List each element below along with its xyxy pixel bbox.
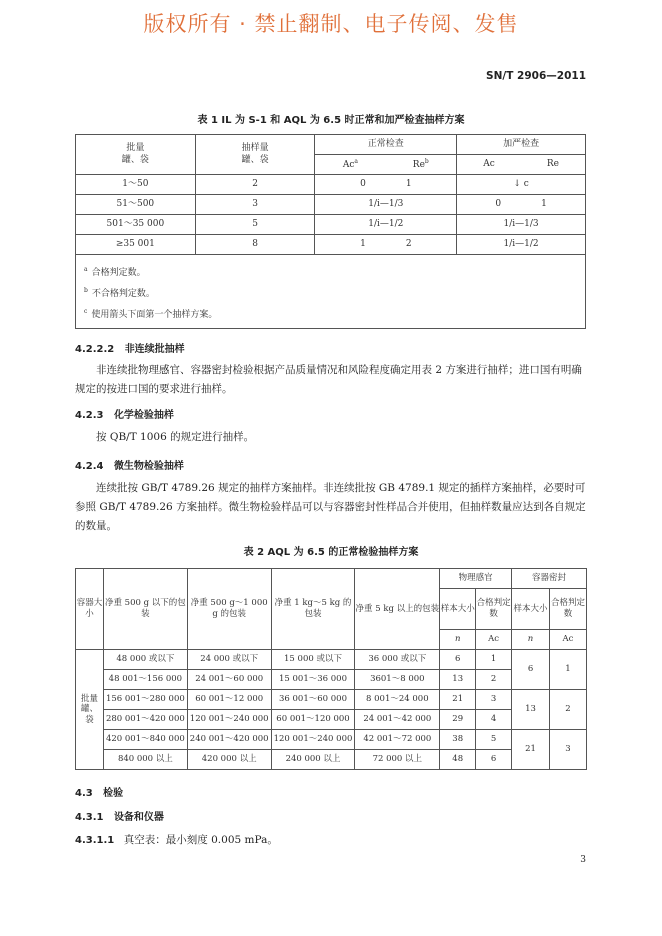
section-number: 4.3.1 bbox=[75, 812, 104, 823]
table2 bbox=[75, 568, 587, 770]
t1-header-tight-acre bbox=[457, 155, 586, 175]
t2-cell: 36 000 或以下 bbox=[355, 650, 440, 670]
t2-cell: 24 000 或以下 bbox=[187, 650, 271, 670]
t1-lot-unit: 罐、袋 bbox=[121, 154, 149, 165]
t2-cell-phys-ac: 3 bbox=[476, 690, 512, 710]
table1 bbox=[75, 134, 586, 329]
t1-cell-sample: 8 bbox=[195, 235, 315, 255]
t2-cell: 420 000 以上 bbox=[187, 750, 271, 770]
t1-cell-lot: 51～500 bbox=[76, 195, 196, 215]
section-title: 化学检验抽样 bbox=[113, 410, 174, 421]
t1-re-note-mark: b bbox=[424, 157, 429, 165]
t1-cell-normal: 1/i—1/3 bbox=[315, 195, 457, 215]
t1-tight-ac: 0 bbox=[495, 198, 502, 209]
t2-cell-phys-n: 38 bbox=[440, 730, 476, 750]
t1-normal-ac: 0 bbox=[360, 178, 366, 189]
t1-cell-sample: 3 bbox=[195, 195, 315, 215]
t2-cell: 72 000 以上 bbox=[355, 750, 440, 770]
t1-header-tightened: 加严检查 bbox=[457, 135, 586, 155]
section-number: 4.2.3 bbox=[75, 410, 104, 421]
para-4-2-2-2: 非连续批物理感官、容器密封检验根据产品质量情况和风险程度确定用表 2 方案进行抽样；进口国有明确规定的按进口国的要求进行抽样。 bbox=[75, 364, 582, 395]
t2-cell: 36 001～60 000 bbox=[271, 690, 355, 710]
section-number: 4.3 bbox=[75, 788, 93, 799]
section-number: 4.3.1.1 bbox=[75, 835, 115, 846]
t2-cell-phys-n: 6 bbox=[440, 650, 476, 670]
t2-cell-seal-n: 6 bbox=[512, 650, 550, 690]
t2-cell: 60 001～12 000 bbox=[187, 690, 271, 710]
table2-caption: 表 2 AQL 为 6.5 的正常检验抽样方案 bbox=[243, 547, 419, 558]
t1-tight-re: 1 bbox=[541, 198, 547, 209]
t2-cell-phys-n: 13 bbox=[440, 670, 476, 690]
heading-4-3 bbox=[75, 784, 123, 799]
t2-header-seal-n: n bbox=[512, 630, 550, 650]
heading-4-3-1 bbox=[75, 808, 164, 823]
t2-cell-phys-ac: 6 bbox=[476, 750, 512, 770]
t2-header-container: 容器大小 bbox=[76, 569, 104, 650]
t1-header-lot bbox=[76, 135, 196, 175]
t2-cell: 840 000 以上 bbox=[103, 750, 187, 770]
t2-cell: 48 001～156 000 bbox=[103, 670, 187, 690]
t1-note-mark: a bbox=[84, 266, 88, 273]
t2-cell-seal-ac: 3 bbox=[550, 730, 587, 770]
t1-cell-tight: 1/i—1/2 bbox=[457, 235, 586, 255]
t2-cell: 3601～8 000 bbox=[355, 670, 440, 690]
section-number: 4.2.2.2 bbox=[75, 344, 115, 355]
t1-normal-re: 1 bbox=[405, 178, 412, 189]
t1-notes bbox=[76, 255, 586, 329]
t1-note-text: 不合格判定数。 bbox=[91, 289, 155, 299]
table-row bbox=[76, 730, 587, 750]
t2-header-seal-sample bbox=[512, 589, 550, 630]
t2-header-phys-n: n bbox=[440, 630, 476, 650]
t2-sample-size-label: 样本大小 bbox=[440, 603, 475, 614]
t1-note-mark: b bbox=[84, 287, 88, 294]
table-row bbox=[76, 710, 587, 730]
table-row bbox=[76, 650, 587, 670]
t2-cell: 15 000 或以下 bbox=[271, 650, 355, 670]
t2-cell-phys-ac: 4 bbox=[476, 710, 512, 730]
table-row bbox=[76, 690, 587, 710]
section-text: 真空表：最小刻度 0.005 mPa。 bbox=[123, 834, 278, 846]
t1-cell-normal bbox=[315, 235, 457, 255]
t2-cell: 120 001～240 000 bbox=[187, 710, 271, 730]
t2-sample-size-label: 样本大小 bbox=[513, 603, 548, 614]
t2-row-group: 批量罐、袋 bbox=[76, 650, 104, 770]
t2-cell: 156 001～280 000 bbox=[103, 690, 187, 710]
page-number: 3 bbox=[580, 855, 586, 865]
t2-cell-phys-n: 48 bbox=[440, 750, 476, 770]
t2-header-physical: 物理感官 bbox=[440, 569, 512, 589]
heading-4-2-3 bbox=[75, 406, 174, 421]
table-row bbox=[76, 195, 586, 215]
t1-normal-ac: 1 bbox=[360, 238, 366, 249]
t2-cell-seal-n: 21 bbox=[512, 730, 550, 770]
t2-cell-phys-ac: 5 bbox=[476, 730, 512, 750]
t2-cell-phys-n: 21 bbox=[440, 690, 476, 710]
t2-cell: 120 001～240 000 bbox=[271, 730, 355, 750]
copyright-watermark: 版权所有 · 禁止翻制、电子传阅、发售 bbox=[143, 12, 519, 36]
t2-cell-seal-ac: 2 bbox=[550, 690, 587, 730]
t2-cell: 60 001～120 000 bbox=[271, 710, 355, 730]
t1-lot-label: 批量 bbox=[126, 143, 145, 154]
t2-cell-seal-n: 13 bbox=[512, 690, 550, 730]
section-title: 非连续批抽样 bbox=[124, 344, 185, 355]
t2-accept-label: 合格判定数 bbox=[476, 598, 511, 619]
t1-sample-label: 抽样量 bbox=[241, 143, 269, 154]
table-row bbox=[76, 235, 586, 255]
t2-cell-phys-ac: 1 bbox=[476, 650, 512, 670]
t2-cell: 280 001～420 000 bbox=[103, 710, 187, 730]
t1-note-text: 合格判定数。 bbox=[91, 268, 146, 278]
t2-header-c4: 净重 5 kg 以上的包装 bbox=[355, 569, 440, 650]
t1-cell-tight bbox=[457, 195, 586, 215]
section-number: 4.2.4 bbox=[75, 461, 104, 472]
t1-cell-sample: 2 bbox=[195, 175, 315, 195]
t2-cell: 24 001～42 000 bbox=[355, 710, 440, 730]
t1-cell-normal: 1/i—1/2 bbox=[315, 215, 457, 235]
t1-note-text: 使用箭头下面第一个抽样方案。 bbox=[91, 310, 218, 320]
heading-4-2-2-2 bbox=[75, 340, 185, 355]
t1-cell-lot: ≥35 001 bbox=[76, 235, 196, 255]
t2-cell: 42 001～72 000 bbox=[355, 730, 440, 750]
t1-sample-unit: 罐、袋 bbox=[241, 154, 269, 165]
para-4-2-3: 按 QB/T 1006 的规定进行抽样。 bbox=[96, 431, 255, 443]
t1-cell-lot: 501～35 000 bbox=[76, 215, 196, 235]
t2-cell-seal-ac: 1 bbox=[550, 650, 587, 690]
t1-ac-note-mark: a bbox=[354, 157, 358, 165]
t1-cell-normal bbox=[315, 175, 457, 195]
t1-normal-ac-label: Ac bbox=[342, 159, 355, 170]
t1-header-normal-acre bbox=[315, 155, 457, 175]
table-row bbox=[76, 670, 587, 690]
heading-4-3-1-1 bbox=[75, 832, 278, 847]
standard-code: SN/T 2906—2011 bbox=[486, 70, 586, 82]
t2-cell: 48 000 或以下 bbox=[103, 650, 187, 670]
t1-normal-re-label: Re bbox=[412, 159, 425, 170]
table1-caption: 表 1 IL 为 S-1 和 AQL 为 6.5 时正常和加严检查抽样方案 bbox=[197, 115, 465, 126]
t1-cell-tight: 1/i—1/3 bbox=[457, 215, 586, 235]
t2-cell: 15 001～36 000 bbox=[271, 670, 355, 690]
t1-header-sample bbox=[195, 135, 315, 175]
t1-header-normal: 正常检查 bbox=[315, 135, 457, 155]
t1-normal-re: 2 bbox=[405, 238, 412, 249]
t1-note-mark: c bbox=[84, 308, 88, 315]
para-4-2-4: 连续批按 GB/T 4789.26 规定的抽样方案抽样。非连续批按 GB 4789.1 规定的插样方案抽样，必要时可参照 GB/T 4789.26 方案抽样。微生物检验样品可以与容器密封性样品合并使用，但抽样数量应达到各自规定的数量。 bbox=[75, 482, 586, 532]
table-row bbox=[76, 750, 587, 770]
heading-4-2-4 bbox=[75, 457, 184, 472]
section-title: 微生物检验抽样 bbox=[113, 461, 184, 472]
t2-cell: 240 001～420 000 bbox=[187, 730, 271, 750]
t2-header-seal-accept bbox=[550, 589, 587, 630]
t2-cell: 24 001～60 000 bbox=[187, 670, 271, 690]
t1-cell-sample: 5 bbox=[195, 215, 315, 235]
t2-header-phys-accept bbox=[476, 589, 512, 630]
t1-note-a bbox=[84, 261, 585, 282]
t1-note-c bbox=[84, 303, 585, 324]
t1-tight-re-label: Re bbox=[546, 158, 559, 169]
t2-cell: 8 001～24 000 bbox=[355, 690, 440, 710]
section-title: 检验 bbox=[103, 788, 124, 799]
t2-header-c3: 净重 1 kg～5 kg 的包装 bbox=[271, 569, 355, 650]
t1-cell-tight-arrow: ↓ c bbox=[457, 175, 586, 195]
table-row bbox=[76, 215, 586, 235]
t2-cell-phys-ac: 2 bbox=[476, 670, 512, 690]
t2-cell-phys-n: 29 bbox=[440, 710, 476, 730]
t2-header-seal-ac: Ac bbox=[550, 630, 587, 650]
t2-header-sealing: 容器密封 bbox=[512, 569, 587, 589]
t2-accept-label: 合格判定数 bbox=[550, 598, 585, 619]
t2-cell: 420 001～840 000 bbox=[103, 730, 187, 750]
t2-header-phys-ac: Ac bbox=[476, 630, 512, 650]
t2-header-c1: 净重 500 g 以下的包装 bbox=[103, 569, 187, 650]
t1-cell-lot: 1～50 bbox=[76, 175, 196, 195]
t2-cell: 240 000 以上 bbox=[271, 750, 355, 770]
t2-header-c2: 净重 500 g～1 000 g 的包装 bbox=[187, 569, 271, 650]
section-title: 设备和仪器 bbox=[113, 812, 164, 823]
t1-note-b bbox=[84, 282, 585, 303]
table-row bbox=[76, 175, 586, 195]
t2-header-phys-sample bbox=[440, 589, 476, 630]
t1-tight-ac-label: Ac bbox=[483, 158, 495, 169]
